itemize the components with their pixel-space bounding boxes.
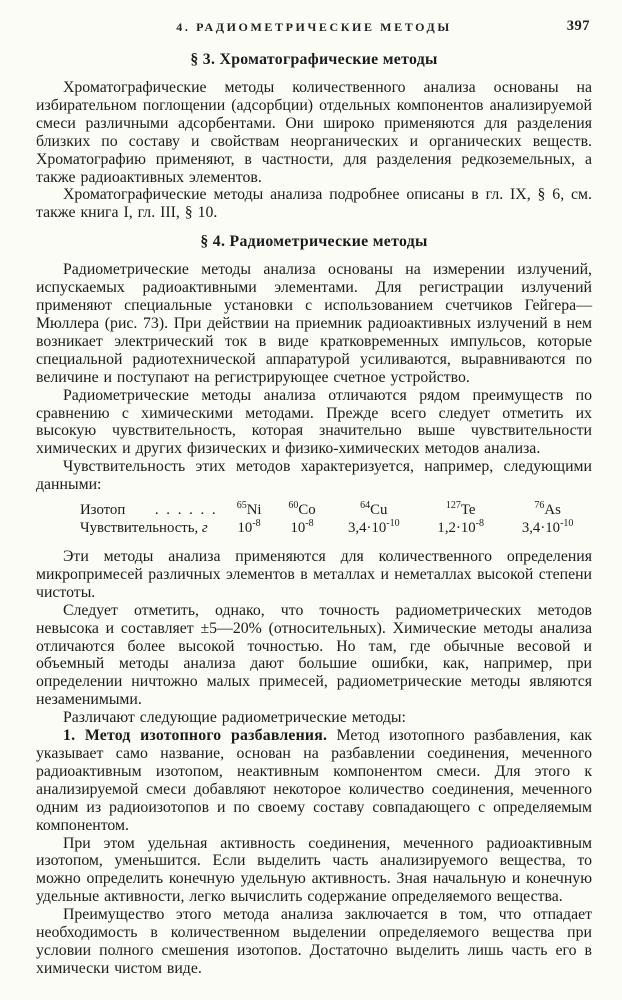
paragraph: Радиометрические методы анализа основаны на измерении излучений, испускаемых радиоактивными элементами. Для регистрации излучений применяют специальные установки с использованием счетчиков Гейгера—Мюллера (рис. 73). При действии на приемник радиоактивных излучений в нем возникает электрический ток в виде кратковременных импульсов, которые специальной радиотехнической аппаратурой усиливаются, выравниваются по величине и поступают на регистрирующее счетное устройство. bbox=[36, 261, 592, 386]
chapter-header-text: 4. РАДИОМЕТРИЧЕСКИЕ МЕТОДЫ bbox=[176, 20, 452, 34]
paragraph: При этом удельная активность соединения, меченного радиоактивным изотопом, уменьшится. Если выделить часть анализируемого вещества, то можно определить конечную удельную активность. Зная начальную и конечную удельные активности, легко вычислить содержание определяемого вещества. bbox=[36, 834, 592, 906]
paragraph-method-1 bbox=[36, 727, 592, 834]
isotope-row-label: Изотоп . . . . . . bbox=[80, 502, 218, 519]
isotope-cell: $^{64}$Cu bbox=[360, 500, 388, 519]
sensitivity-table bbox=[36, 502, 592, 537]
sensitivity-value-cell: $3,4\cdot 10^{-10}$ bbox=[521, 517, 574, 536]
running-header bbox=[36, 20, 592, 35]
paragraph: Эти методы анализа применяются для количественного определения микропримесей различных элементов в металлах и неметаллах высокой степени чистоты. bbox=[36, 548, 592, 601]
sensitivity-row-label: Чувствительность, г bbox=[80, 519, 208, 536]
paragraph: Хроматографические методы количественного анализа основаны на избирательном поглощении (адсорбции) отдельных компонентов анализируемой смеси различными адсорбентами. Они широко применяются для разделения близких по составу и свойствам неорганических и органических веществ. Хроматографию применяют, в частности, для разделения редкоземельных, а также радиоактивных элементов. bbox=[36, 79, 592, 186]
paragraph: Различают следующие радиометрические методы: bbox=[63, 709, 406, 727]
method-1-lead: 1. Метод изотопного разбавления. bbox=[63, 727, 328, 745]
paragraph: Чувствительность этих методов характеризуется, например, следующими данными: bbox=[36, 458, 592, 494]
paragraph: Хроматографические методы анализа подробнее описаны в гл. IX, § 6, см. также книга I, гл. III, § 10. bbox=[36, 186, 592, 222]
section-3-heading: § 3. Хроматографические методы bbox=[190, 51, 438, 68]
sensitivity-row bbox=[36, 517, 592, 538]
isotope-cell: $^{60}$Co bbox=[288, 500, 316, 519]
sensitivity-value-cell: $1,2\cdot 10^{-8}$ bbox=[437, 517, 484, 536]
sensitivity-value-cell: $10^{-8}$ bbox=[290, 517, 314, 536]
paragraph: Радиометрические методы анализа отличаются рядом преимуществ по сравнению с химическими методами. Прежде всего следует отметить их высокую чувствительность, которая значительно выше чувствительности химических и других физических и физико-химических методов анализа. bbox=[36, 386, 592, 458]
isotope-cell: $^{127}$Te bbox=[445, 500, 476, 519]
sensitivity-value-cell: $3,4\cdot 10^{-10}$ bbox=[348, 517, 400, 536]
paragraph: Следует отметить, однако, что точность радиометрических методов невысока и составляет ±5—20% (относительных). Химические методы анализа отличаются более высокой точностью. Но там, где обычные весовой и объемный методы анализа дают большие ошибки, как, например, при определении ничтожно малых примесей, радиометрические методы являются незаменимыми. bbox=[36, 601, 592, 709]
page-number: 397 bbox=[566, 18, 590, 34]
isotope-row bbox=[36, 502, 592, 520]
isotope-cell: $^{76}$As bbox=[534, 500, 561, 519]
method-1-rest: Метод изотопного разбавления, как указывает само название, основан на разбавлении соединения, меченного радиоактивным изотопом, неактивным компонентом смеси. Для этого к анализируемой смеси добавляют некоторое количество соединения, меченного одним из радиоизотопов и по своему составу совпадающего с определяемым компонентом. bbox=[36, 727, 593, 834]
isotope-cell: $^{65}$Ni bbox=[236, 500, 262, 519]
section-4-heading: § 4. Радиометрические методы bbox=[200, 233, 428, 251]
sensitivity-value-cell: $10^{-8}$ bbox=[237, 517, 261, 536]
paragraph: Преимущество этого метода анализа заключается в том, что отпадает необходимость в количественном выделении определяемого вещества при условии полного смешения изотопов. Достаточно выделить лишь часть его в химически чистом виде. bbox=[36, 906, 592, 977]
